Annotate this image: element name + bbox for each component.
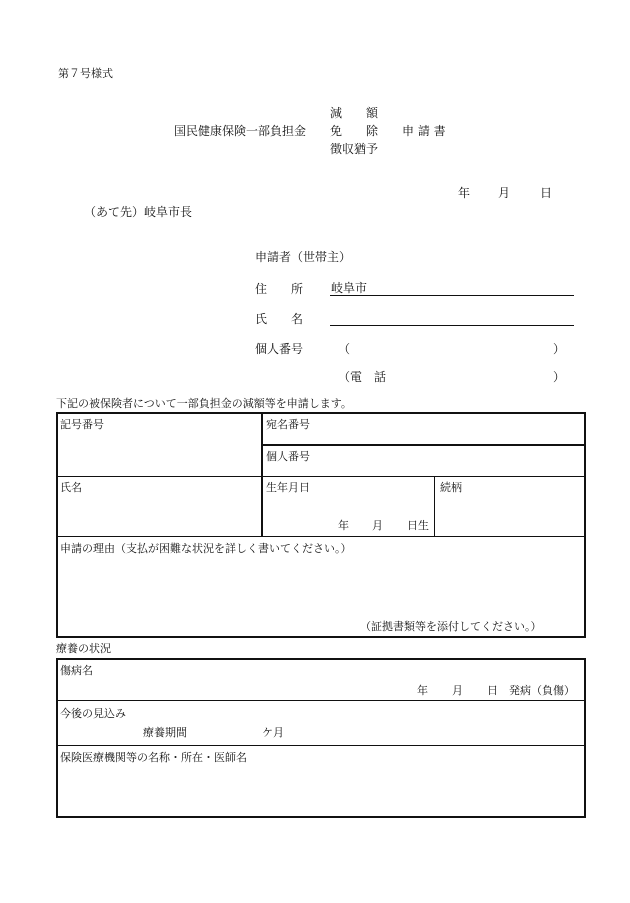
onset-month-label: 月 — [452, 684, 463, 697]
date-month-label: 月 — [498, 186, 511, 200]
birth-month-label: 月 — [372, 519, 383, 532]
name-label: 氏 名 — [255, 312, 304, 326]
treatment-table — [56, 658, 586, 818]
relationship-label: 続柄 — [440, 481, 462, 494]
personal-number-close-paren: ） — [553, 342, 566, 356]
name-underline[interactable] — [330, 325, 574, 326]
table1-vline-left — [261, 412, 263, 536]
onset-year-label: 年 — [417, 684, 428, 697]
table1-hline-name — [57, 476, 585, 477]
onset-day-label: 日 発病（負傷） — [487, 684, 575, 697]
treatment-hline-1 — [57, 700, 585, 701]
reason-label: 申請の理由（支払が困難な状況を詳しく書いてください。） — [60, 542, 352, 555]
title-option-exemption: 免 除 — [330, 124, 379, 138]
table-personal-number-label: 個人番号 — [266, 450, 310, 463]
treatment-period-label: 療養期間 — [143, 726, 187, 739]
phone-close-paren: ） — [553, 370, 566, 384]
applicant-heading: 申請者（世帯主） — [255, 250, 352, 264]
birth-date-label: 生年月日 — [266, 481, 310, 494]
address-label: 住 所 — [255, 282, 304, 296]
address-value[interactable]: 岐阜市 — [331, 281, 368, 295]
prospect-label: 今後の見込み — [60, 707, 126, 720]
treatment-heading: 療養の状況 — [56, 642, 111, 655]
title-option-deferral: 徴収猶予 — [330, 142, 379, 156]
attachment-note: （証拠書類等を添付してください。） — [360, 620, 542, 633]
title-prefix: 国民健康保険一部負担金 — [174, 124, 307, 138]
table1-hline-number — [262, 444, 585, 446]
insured-name-label: 氏名 — [60, 481, 82, 494]
birth-day-label: 日生 — [407, 519, 429, 532]
personal-number-label: 個人番号 — [255, 342, 304, 356]
addressee: （あて先）岐阜市長 — [84, 205, 193, 219]
address-underline — [330, 295, 574, 296]
treatment-hline-2 — [57, 745, 585, 746]
phone-label: （電 話 — [338, 370, 387, 384]
date-day-label: 日 — [540, 186, 553, 200]
address-number-label: 宛名番号 — [266, 418, 310, 431]
table1-hline-reason — [57, 536, 585, 537]
table1-vline-relationship — [434, 476, 435, 536]
personal-number-open-paren: （ — [338, 342, 351, 356]
months-label: ケ月 — [262, 726, 284, 739]
title-suffix: 申 請 書 — [402, 124, 446, 138]
application-statement: 下記の被保険者について一部負担金の減額等を申請します。 — [56, 397, 352, 410]
symbol-number-label: 記号番号 — [60, 418, 104, 431]
date-year-label: 年 — [458, 186, 471, 200]
injury-name-label: 傷病名 — [60, 664, 93, 677]
form-number: 第７号様式 — [58, 67, 113, 80]
title-option-reduction: 減 額 — [330, 106, 379, 120]
birth-year-label: 年 — [338, 519, 349, 532]
medical-institution-label: 保険医療機関等の名称・所在・医師名 — [60, 751, 247, 764]
